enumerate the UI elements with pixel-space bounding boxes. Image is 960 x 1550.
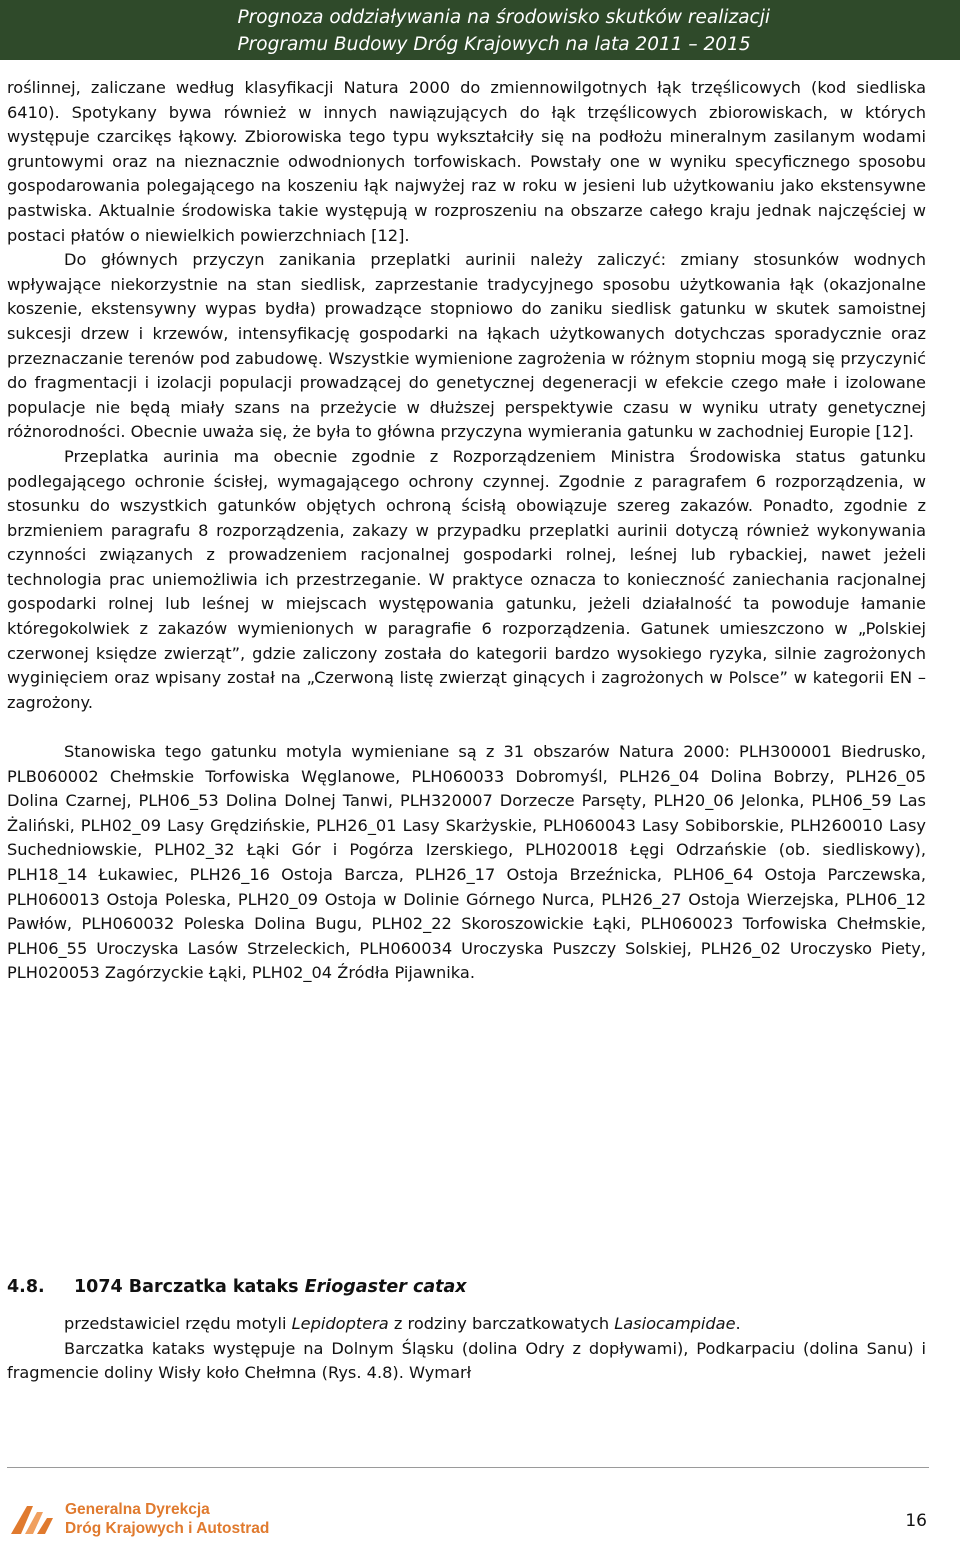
header-title-line-1: Prognoza oddziaływania na środowisko skutków realizacji bbox=[237, 7, 770, 28]
logo-text-line-1: Generalna Dyrekcja bbox=[65, 1501, 210, 1518]
main-text bbox=[7, 76, 926, 986]
header-title-line-2: Programu Budowy Dróg Krajowych na lata 2011 – 2015 bbox=[237, 34, 751, 55]
taxonomy-text-1: przedstawiciel rzędu motyli bbox=[64, 1314, 292, 1333]
page-number: 16 bbox=[905, 1511, 927, 1531]
section-title: 1074 Barczatka kataks bbox=[74, 1277, 305, 1297]
paragraph-gap bbox=[7, 715, 926, 740]
paragraph-legal-status: Przeplatka aurinia ma obecnie zgodnie z Rozporządzeniem Ministra Środowiska status gatunku podlegającego ochronie ścisłej, wymagającego ochrony czynnej. Zgodnie z paragrafem 6 rozporządzenia, w stosunku do wszystkich gatunków objętych ochroną ścisłą obowiązuje szereg zakazów. Ponadto, zgodnie z brzmieniem paragrafu 8 rozporządzenia, zakazy w przypadku przeplatki aurinii dotyczą również wykonywania czynności związanych z prowadzeniem racjonalnej gospodarki rolnej, leśnej lub rybackiej, nawet jeżeli technologia prac uniemożliwia ich przestrzeganie. W praktyce oznacza to konieczność zaniechania racjonalnej gospodarki rolnej lub leśnej w miejscach występowania gatunku, jeżeli działalność ta powoduje łamanie któregokolwiek z zakazów wymienionych w paragrafie 6 rozporządzenia. Gatunek umieszczono w „Polskiej czerwonej księdze zwierząt”, gdzie zaliczony została do kategorii bardzo wysokiego ryzyka, silnie zagrożonych wyginięciem oraz wpisany został na „Czerwoną listę zwierząt ginących i zagrożonych w Polsce” w kategorii EN – zagrożony. bbox=[7, 446, 926, 712]
taxonomy-order-name: Lepidoptera bbox=[291, 1314, 389, 1333]
document-header bbox=[0, 0, 960, 60]
logo-text-line-2: Dróg Krajowych i Autostrad bbox=[65, 1520, 270, 1537]
section-number: 4.8. bbox=[7, 1277, 45, 1297]
taxonomy-family-name: Lasiocampidae bbox=[614, 1314, 736, 1333]
section-paragraph-distribution: Barczatka kataks występuje na Dolnym Śląsku (dolina Odry z dopływami), Podkarpaciu (dolina Sanu) i fragmencie doliny Wisły koło Chełmna (Rys. 4.8). Wymarł bbox=[7, 1338, 926, 1383]
logo-wordmark bbox=[65, 1500, 269, 1538]
footer-divider bbox=[7, 1467, 929, 1468]
header-title bbox=[238, 4, 770, 58]
section-paragraph-taxonomy bbox=[7, 1312, 926, 1337]
gddkia-logo bbox=[7, 1500, 307, 1540]
taxonomy-text-2: z rodziny barczatkowatych bbox=[388, 1314, 615, 1333]
paragraph-habitat: roślinnej, zaliczane według klasyfikacji Natura 2000 do zmiennowilgotnych łąk trzęślicowych (kod siedliska 6410). Spotykany bywa również w innych nawiązujących do łąk trzęślicowych zbiorowiskach, w których występuje czarcikęs łąkowy. Zbiorowiska tego typu wykształciły się na podłożu mineralnym zasilanym wodami gruntowymi oraz na nieznacznie odwodnionych torfowiskach. Powstały one w wyniku specyficznego sposobu gospodarowania polegającego na koszeniu łąk najwyżej raz w roku w jesieni lub użytkowaniu jako ekstensywne pastwiska. Aktualnie środowiska takie występują w rozproszeniu na obszarze całego kraju jednak najczęściej w postaci płatów o niewielkich powierzchniach [12]. bbox=[7, 78, 926, 245]
section-body bbox=[7, 1312, 926, 1386]
paragraph-threats: Do głównych przyczyn zanikania przeplatki aurinii należy zaliczyć: zmiany stosunków wodnych wpływające niekorzystnie na stan siedlisk, zaprzestanie tradycyjnego sposobu użytkowania łąk (okazjonalne koszenie, ekstensywny wypas bydła) prowadzące stopniowo do zaniku siedlisk gatunku w skutek samoistnej sukcesji drzew i krzewów, intensyfikację gospodarki na łąkach użytkowanych dotychczas sporadycznie oraz przeznaczanie terenów pod zabudowę. Wszystkie wymienione zagrożenia w różnym stopniu mogą się przyczynić do fragmentacji i izolacji populacji prowadzącej do genetycznej degeneracji w efekcie czego małe i izolowane populacje nie będą miały szans na przeżycie w dłuższej perspektywie czasu w wyniku utraty genetycznej różnorodności. Obecnie uważa się, że była to główna przyczyna wymierania gatunku w zachodniej Europie [12]. bbox=[7, 250, 926, 442]
logo-emblem-icon bbox=[7, 1500, 59, 1538]
section-latin-name: Eriogaster catax bbox=[304, 1277, 467, 1297]
taxonomy-text-3: . bbox=[735, 1314, 741, 1333]
paragraph-natura-sites: Stanowiska tego gatunku motyla wymieniane są z 31 obszarów Natura 2000: PLH300001 Biedrusko, PLB060002 Chełmskie Torfowiska Węglanowe, PLH060033 Dobromyśl, PLH26_04 Dolina Bobrzy, PLH26_05 Dolina Czarnej, PLH06_53 Dolina Dolnej Tanwi, PLH320007 Dorzecze Parsęty, PLH20_06 Jelonka, PLH06_59 Las Żaliński, PLH02_09 Lasy Grędzińskie, PLH26_01 Lasy Skarżyskie, PLH060043 Lasy Sobiborskie, PLH260010 Lasy Suchedniowskie, PLH02_32 Łąki Gór i Pogórza Izerskiego, PLH020018 Łęgi Odrzańskie (ob. siedliskowy), PLH18_14 Łukawiec, PLH26_16 Ostoja Barcza, PLH26_17 Ostoja Brzeźnicka, PLH06_64 Ostoja Parczewska, PLH060013 Ostoja Poleska, PLH20_09 Ostoja w Dolinie Górnego Nurca, PLH26_27 Ostoja Wierzejska, PLH06_12 Pawłów, PLH060032 Poleska Dolina Bugu, PLH02_22 Skoroszowickie Łąki, PLH060023 Torfowiska Chełmskie, PLH06_55 Uroczyska Lasów Strzeleckich, PLH060034 Uroczyska Puszczy Solskiej, PLH26_02 Uroczysko Piety, PLH020053 Zagórzyckie Łąki, PLH02_04 Źródła Pijawnika. bbox=[7, 742, 926, 983]
section-heading bbox=[7, 1275, 467, 1299]
